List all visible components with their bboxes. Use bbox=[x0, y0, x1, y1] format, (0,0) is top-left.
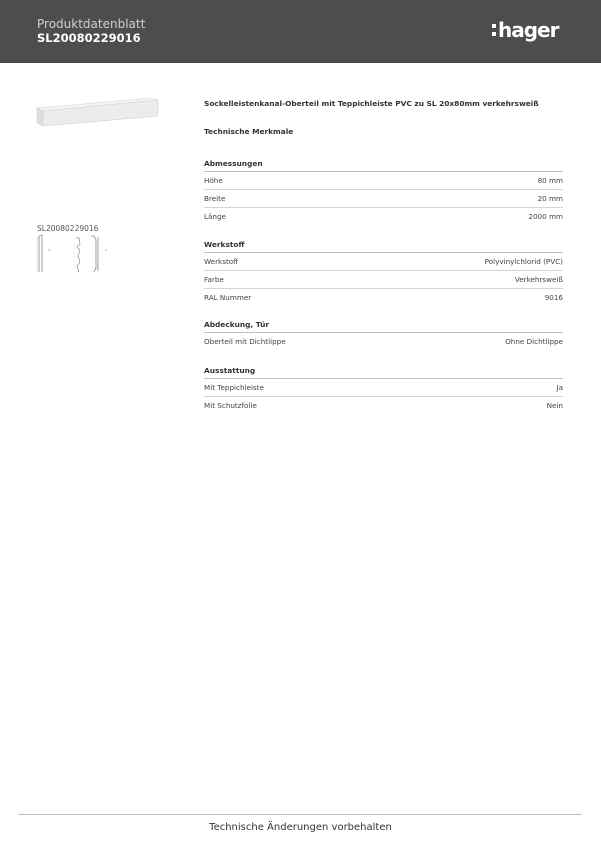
hager-logo bbox=[492, 18, 558, 42]
table-row bbox=[204, 253, 563, 271]
section-title: Ausstattung bbox=[204, 364, 563, 379]
technical-features-heading: Technische Merkmale bbox=[204, 127, 294, 136]
table-row bbox=[204, 190, 563, 208]
table-row bbox=[204, 289, 563, 306]
section-title: Abdeckung, Tür bbox=[204, 318, 563, 333]
row-value: 9016 bbox=[544, 293, 563, 302]
section-title: Werkstoff bbox=[204, 238, 563, 253]
row-label: Werkstoff bbox=[204, 257, 239, 266]
product-title: Sockelleistenkanal-Oberteil mit Teppichleiste PVC zu SL 20x80mm verkehrsweiß bbox=[204, 99, 539, 108]
table-row bbox=[204, 333, 563, 350]
section-abdeckung bbox=[204, 318, 563, 350]
row-value: Ohne Dichtlippe bbox=[505, 337, 563, 346]
footer-divider bbox=[18, 814, 582, 815]
row-label: Oberteil mit Dichtlippe bbox=[204, 337, 286, 346]
table-row bbox=[204, 397, 563, 414]
product-image bbox=[36, 96, 160, 128]
table-row bbox=[204, 379, 563, 397]
row-label: Mit Schutzfolie bbox=[204, 401, 257, 410]
row-label: Länge bbox=[204, 212, 226, 221]
section-ausstattung bbox=[204, 364, 563, 414]
technical-sketch bbox=[36, 234, 116, 274]
row-label: Höhe bbox=[204, 176, 223, 185]
row-value: Polyvinylchlorid (PVC) bbox=[484, 257, 563, 266]
logo-wordmark: hager bbox=[498, 18, 559, 42]
section-abmessungen bbox=[204, 157, 563, 225]
table-row bbox=[204, 208, 563, 225]
logo-dots-icon bbox=[492, 24, 496, 36]
row-label: Breite bbox=[204, 194, 226, 203]
table-row bbox=[204, 172, 563, 190]
footer-disclaimer: Technische Änderungen vorbehalten bbox=[209, 822, 392, 833]
header-bar bbox=[0, 0, 601, 63]
row-label: RAL Nummer bbox=[204, 293, 252, 302]
document-id: SL20080229016 bbox=[37, 31, 141, 45]
section-title: Abmessungen bbox=[204, 157, 563, 172]
row-value: Verkehrsweiß bbox=[514, 275, 563, 284]
row-value: 2000 mm bbox=[528, 212, 563, 221]
row-value: 20 mm bbox=[537, 194, 563, 203]
sketch-label: SL20080229016 bbox=[37, 224, 99, 233]
row-value: 80 mm bbox=[537, 176, 563, 185]
row-value: Nein bbox=[546, 401, 563, 410]
section-werkstoff bbox=[204, 238, 563, 306]
table-row bbox=[204, 271, 563, 289]
document-type: Produktdatenblatt bbox=[37, 17, 146, 31]
row-label: Mit Teppichleiste bbox=[204, 383, 264, 392]
row-label: Farbe bbox=[204, 275, 224, 284]
row-value: Ja bbox=[556, 383, 563, 392]
